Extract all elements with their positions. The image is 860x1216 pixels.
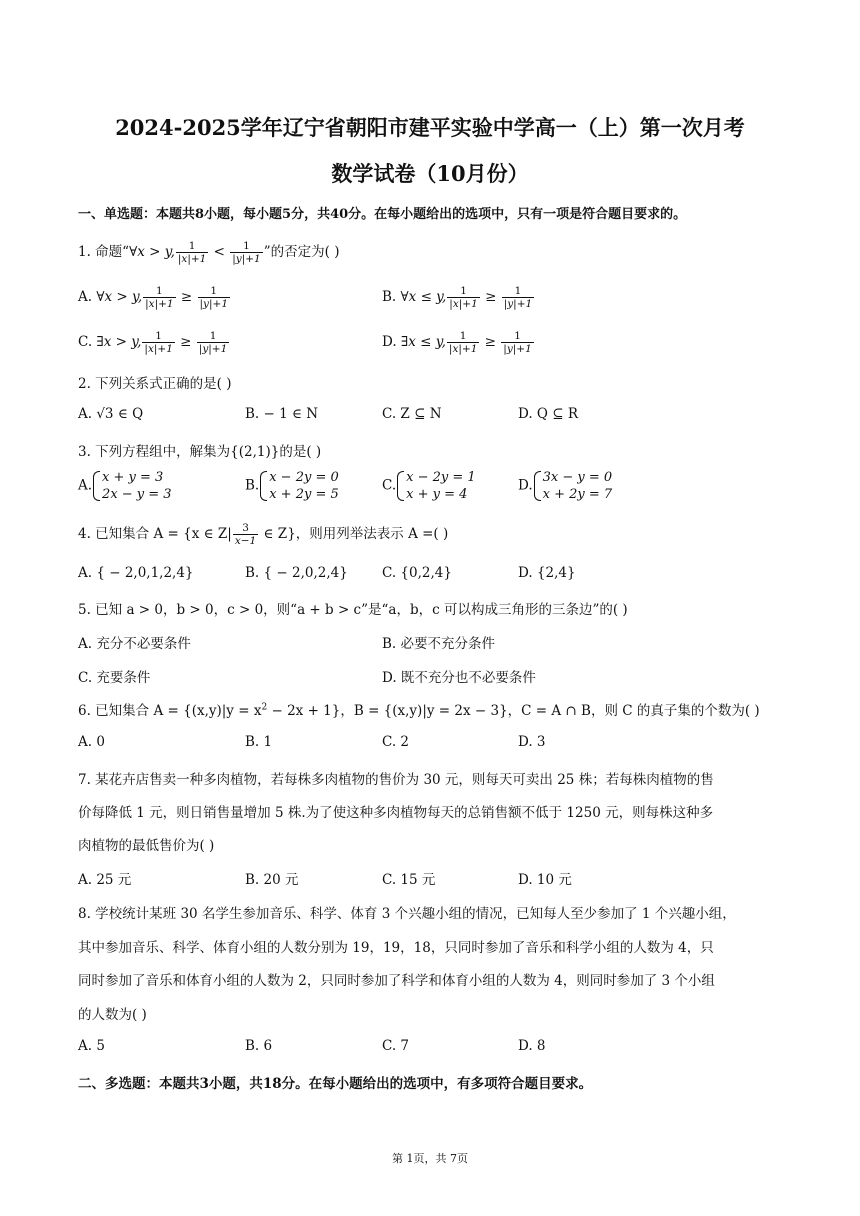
q7-option-d: D. 10 元 (518, 872, 572, 888)
q1-option-c: C. ∃x > y, $\frac{1}{|x|+1}$ ≥ $\frac{1}{|y|+1}$ (78, 330, 228, 355)
q7-line2: 价每降低 1 元，则日销售量增加 5 株.为了使这种多肉植物每天的总销售额不低于 1250 元，则每株这种多 (78, 805, 714, 821)
q5-option-d: D. 既不充分也不必要条件 (382, 670, 536, 686)
q7-option-b: B. 20 元 (245, 872, 299, 888)
q3-option-c: C. x − 2y = 1 x + y = 4 (382, 470, 476, 502)
q1-option-b: B. ∀x ≤ y, $\frac{1}{|x|+1}$ ≥ $\frac{1}{|y|+1}$ (382, 285, 533, 310)
q7-line1: 7. 某花卉店售卖一种多肉植物，若每株多肉植物的售价为 30 元，则每天可卖出 25 株；若每株肉植物的售 (78, 772, 714, 788)
section-1-heading: 一、单选题：本题共8小题，每小题5分，共40分。在每小题给出的选项中，只有一项是符合题目要求的。 (78, 207, 687, 222)
q4-option-d: D. {2,4} (518, 565, 576, 581)
q7-option-c: C. 15 元 (382, 872, 436, 888)
q8-line4: 的人数为( ) (78, 1007, 147, 1023)
exam-title-line2: 数学试卷（10月份） (331, 161, 529, 186)
section-2-heading: 二、多选题：本题共3小题，共18分。在每小题给出的选项中，有多项符合题目要求。 (78, 1076, 593, 1092)
q3-option-a: A. x + y = 3 2x − y = 3 (78, 470, 172, 502)
page-footer: 第 1页，共 7页 (392, 1152, 468, 1165)
q2-stem: 2. 下列关系式正确的是( ) (78, 376, 232, 392)
q3-option-d: D. 3x − y = 0 x + 2y = 7 (518, 470, 613, 502)
q5-option-b: B. 必要不充分条件 (382, 636, 496, 652)
q1-option-d: D. ∃x ≤ y, $\frac{1}{|x|+1}$ ≥ $\frac{1}{|y|+1}$ (382, 330, 532, 355)
q2-option-d: D. Q ⊆ R (518, 406, 579, 422)
q5-option-c: C. 充要条件 (78, 670, 151, 686)
q5-option-a: A. 充分不必要条件 (78, 636, 191, 652)
q1-fraction-y: $\frac{1}{|y|+1}$ (232, 240, 261, 265)
q8-line3: 同时参加了音乐和体育小组的人数为 2，只同时参加了科学和体育小组的人数为 4，则同时参加了 3 个小组 (78, 973, 715, 989)
q8-line2: 其中参加音乐、科学、体育小组的人数分别为 19，19，18，只同时参加了音乐和科学小组的人数为 4，只 (78, 940, 714, 956)
q1-stem (78, 240, 339, 265)
q8-line1: 8. 学校统计某班 30 名学生参加音乐、科学、体育 3 个兴趣小组的情况，已知每人至少参加了 1 个兴趣小组， (78, 906, 736, 922)
q6-option-d: D. 3 (518, 734, 546, 750)
q3-stem: 3. 下列方程组中，解集为{(2,1)}的是( ) (78, 444, 322, 460)
q1-stem-pre: 1. 命题“ (78, 244, 130, 260)
q2-option-a: A. √3 ∈ Q (78, 406, 144, 422)
q1-stem-var: ∀x > y, (129, 244, 175, 260)
q8-option-b: B. 6 (245, 1038, 273, 1054)
q1-stem-post: ”的否定为( ) (263, 244, 340, 260)
q5-stem: 5. 已知 a > 0，b > 0，c > 0，则“a + b > c”是“a，b，c 可以构成三角形的三条边”的( ) (78, 602, 628, 618)
q4-option-a: A. { − 2,0,1,2,4} (78, 565, 194, 581)
q2-option-c: C. Z ⊆ N (382, 406, 442, 422)
q6-option-a: A. 0 (78, 734, 105, 750)
q4-stem: 4. 已知集合 A = {x ∈ Z| $\frac{3}{x-1}$ ∈ Z}，则用列举法表示 A =( ) (78, 522, 449, 547)
q6-option-b: B. 1 (245, 734, 273, 750)
q8-option-a: A. 5 (78, 1038, 105, 1054)
q8-option-d: D. 8 (518, 1038, 546, 1054)
q1-lt: < (209, 244, 230, 260)
q7-line3: 肉植物的最低售价为( ) (78, 838, 215, 854)
q1-option-a: A. ∀x > y, $\frac{1}{|x|+1}$ ≥ $\frac{1}{|y|+1}$ (78, 285, 229, 310)
q4-option-b: B. { − 2,0,2,4} (245, 565, 348, 581)
q1-fraction-x: $\frac{1}{|x|+1}$ (177, 240, 207, 265)
q3-option-b: B. x − 2y = 0 x + 2y = 5 (245, 470, 339, 502)
q4-option-c: C. {0,2,4} (382, 565, 452, 581)
q6-option-c: C. 2 (382, 734, 410, 750)
q8-option-c: C. 7 (382, 1038, 410, 1054)
q7-option-a: A. 25 元 (78, 872, 132, 888)
exam-title-line1: 2024-2025学年辽宁省朝阳市建平实验中学高一（上）第一次月考 (115, 115, 745, 140)
q6-stem: 6. 已知集合 $A = \{(x,y)|y = x^2 - 2x + 1\}$，B = {(x,y)|y = 2x − 3}，C = A ∩ B，则 C 的真子集的个数为( ) (78, 702, 760, 719)
q4-fraction: $\frac{3}{x-1}$ (234, 522, 257, 547)
q2-option-b: B. − 1 ∈ N (245, 406, 319, 422)
